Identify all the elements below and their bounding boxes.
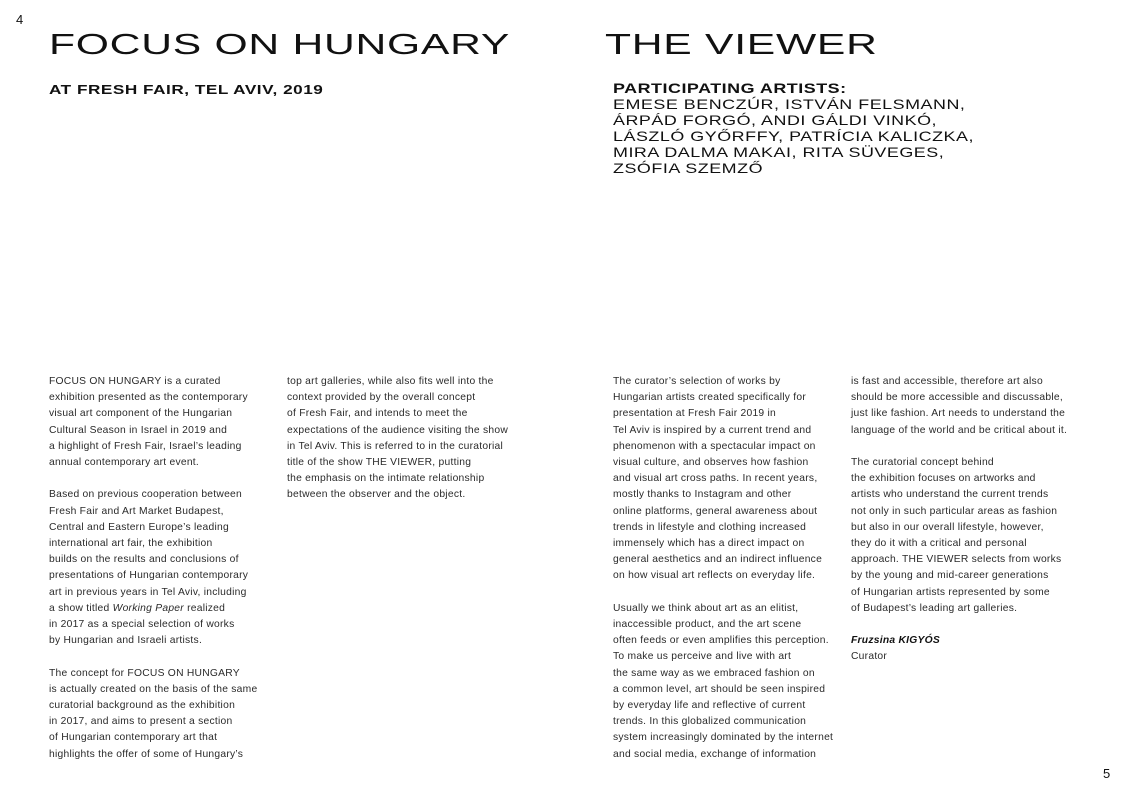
text-line: exhibition presented as the contemporary — [49, 392, 248, 404]
text-line: annual contemporary art event. — [49, 457, 200, 469]
text-segment: realized — [183, 602, 226, 614]
text-line: between the observer and the object. — [287, 489, 466, 501]
text-line: but also in our overall lifestyle, however, — [851, 521, 1044, 533]
text-line: in 2017 as a special selection of works — [49, 619, 235, 631]
text-line: in Tel Aviv. This is referred to in the curatorial — [287, 440, 504, 452]
text-line: by everyday life and reflective of current — [613, 700, 806, 712]
artist-line: ZSÓFIA SZEMZŐ — [613, 160, 764, 176]
text-line: a common level, art should be seen inspired — [613, 683, 826, 695]
text-line: artists who understand the current trends — [851, 489, 1049, 501]
signature-name: Fruzsina KIGYÓS — [851, 635, 941, 647]
text-line: trends in lifestyle and clothing increased — [613, 521, 807, 533]
paragraph — [851, 374, 1091, 439]
text-line: and visual art cross paths. In recent years, — [613, 473, 818, 485]
signature-role: Curator — [851, 651, 888, 663]
text-line: Based on previous cooperation between — [49, 489, 243, 501]
text-line: online platforms, general awareness about — [613, 505, 818, 517]
text-line — [49, 601, 289, 617]
text-line: of Fresh Fair, and intends to meet the — [287, 408, 468, 420]
text-line: expectations of the audience visiting the show — [287, 424, 509, 436]
text-line: the exhibition focuses on artworks and — [851, 473, 1036, 485]
page-number-right: 5 — [1103, 766, 1111, 781]
text-line: FOCUS ON HUNGARY is a curated — [49, 376, 221, 387]
text-line: visual art component of the Hungarian — [49, 408, 233, 420]
paragraph — [613, 374, 853, 585]
page-title-right: THE VIEWER — [605, 29, 878, 61]
text-line: by the young and mid-career generations — [851, 570, 1049, 582]
text-line: often feeds or even amplifies this perception. — [613, 635, 829, 647]
text-line: just like fashion. Art needs to understand the — [851, 408, 1066, 420]
text-line: builds on the results and conclusions of — [49, 554, 239, 566]
text-line: general aesthetics and an indirect influence — [613, 554, 823, 566]
text-line: art in previous years in Tel Aviv, including — [49, 586, 247, 598]
left-column-1 — [49, 374, 289, 779]
paragraph — [49, 374, 289, 471]
text-line: title of the show THE VIEWER, putting — [287, 457, 472, 469]
artist-line: ÁRPÁD FORGÓ, ANDI GÁLDI VINKÓ, — [613, 112, 938, 128]
text-segment: a show titled — [49, 602, 113, 614]
text-line: highlights the offer of some of Hungary’s — [49, 748, 244, 760]
text-line: by Hungarian and Israeli artists. — [49, 635, 203, 647]
paragraph — [287, 374, 527, 504]
italic-title: Working Paper — [112, 602, 184, 614]
text-line: the same way as we embraced fashion on — [613, 667, 815, 679]
text-line: they do it with a critical and personal — [851, 538, 1027, 550]
text-line: mostly thanks to Instagram and other — [613, 489, 792, 501]
text-line: in 2017, and aims to present a section — [49, 716, 233, 728]
text-line: a highlight of Fresh Fair, Israel’s leading — [49, 440, 242, 452]
text-line: top art galleries, while also fits well into the — [287, 376, 494, 387]
text-line: trends. In this globalized communication — [613, 716, 807, 728]
page-title-left: FOCUS ON HUNGARY — [49, 29, 511, 61]
text-line: The curatorial concept behind — [851, 457, 994, 468]
text-line: not only in such particular areas as fashion — [851, 505, 1058, 517]
text-line: presentation at Fresh Fair 2019 in — [613, 408, 777, 420]
paragraph — [49, 666, 289, 763]
artist-line: LÁSZLÓ GYŐRFFY, PATRÍCIA KALICZKA, — [613, 128, 974, 144]
text-line: on how visual art reflects on everyday life. — [613, 570, 816, 582]
text-line: Central and Eastern Europe’s leading — [49, 521, 229, 533]
participating-artists — [613, 80, 974, 176]
text-line: and social media, exchange of information — [613, 748, 817, 760]
text-line: should be more accessible and discussable, — [851, 392, 1063, 404]
text-line: The concept for FOCUS ON HUNGARY — [49, 667, 240, 679]
text-line: context provided by the overall concept — [287, 392, 476, 404]
text-line: is fast and accessible, therefore art also — [851, 376, 1043, 387]
text-line: To make us perceive and live with art — [613, 651, 792, 663]
right-column-1 — [613, 374, 853, 779]
page-number-left: 4 — [16, 12, 24, 27]
text-line: system increasingly dominated by the internet — [613, 732, 834, 744]
text-line: visual culture, and observes how fashion — [613, 457, 809, 469]
text-line: approach. THE VIEWER selects from works — [851, 554, 1062, 566]
text-line: The curator’s selection of works by — [613, 376, 781, 387]
paragraph — [49, 487, 289, 649]
paragraph — [613, 601, 853, 763]
paragraph — [851, 455, 1091, 617]
text-line: Tel Aviv is inspired by a current trend and — [613, 424, 812, 436]
text-line: Cultural Season in Israel in 2019 and — [49, 424, 228, 436]
artists-heading: PARTICIPATING ARTISTS: — [613, 80, 847, 96]
text-line: curatorial background as the exhibition — [49, 700, 236, 712]
text-line: language of the world and be critical about it. — [851, 424, 1068, 436]
text-line: of Budapest’s leading art galleries. — [851, 602, 1018, 614]
text-line: presentations of Hungarian contemporary — [49, 570, 249, 582]
text-line: Fresh Fair and Art Market Budapest, — [49, 505, 224, 517]
text-line: international art fair, the exhibition — [49, 538, 213, 550]
text-line: immensely which has a direct impact on — [613, 538, 805, 550]
right-column-2 — [851, 374, 1091, 666]
text-line: the emphasis on the intimate relationship — [287, 473, 485, 485]
artist-line: MIRA DALMA MAKAI, RITA SÜVEGES, — [613, 144, 945, 160]
text-line: of Hungarian contemporary art that — [49, 732, 218, 744]
page-subtitle-left: AT FRESH FAIR, TEL AVIV, 2019 — [49, 82, 324, 97]
text-line: Hungarian artists created specifically for — [613, 392, 807, 404]
artist-line: EMESE BENCZÚR, ISTVÁN FELSMANN, — [613, 96, 966, 112]
text-line: inaccessible product, and the art scene — [613, 619, 802, 631]
text-line: phenomenon with a spectacular impact on — [613, 440, 816, 452]
text-line: is actually created on the basis of the same — [49, 683, 258, 695]
left-column-2 — [287, 374, 527, 520]
text-line: Usually we think about art as an elitist, — [613, 602, 799, 614]
text-line: of Hungarian artists represented by some — [851, 586, 1050, 598]
